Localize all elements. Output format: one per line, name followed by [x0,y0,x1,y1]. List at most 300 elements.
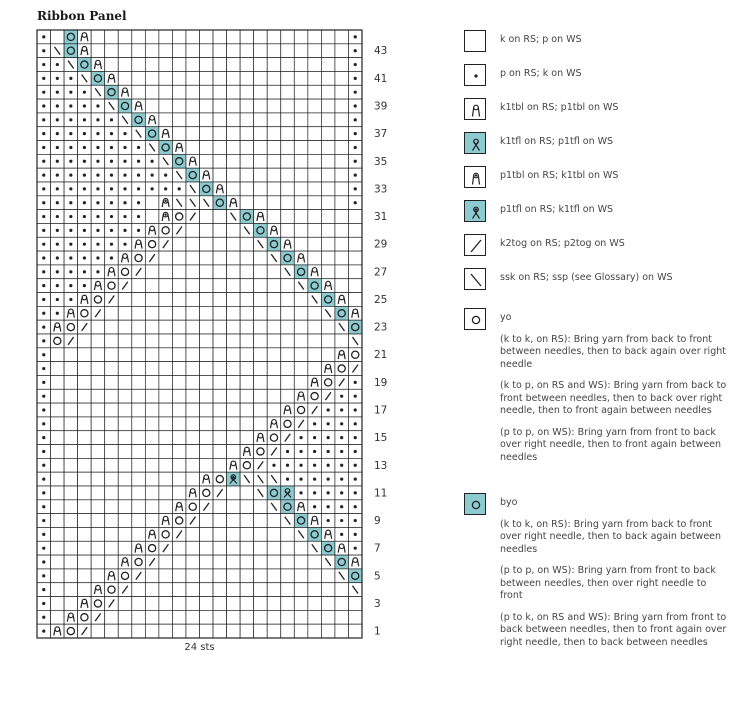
stitch-count-label: 24 sts [184,642,215,653]
chart-cell [321,279,335,293]
chart-cell [254,127,268,141]
chart-cell [145,154,159,168]
chart-cell [51,113,65,127]
chart-cell [294,237,308,251]
chart-cell [213,71,227,85]
chart-cell [186,182,200,196]
chart-cell [172,251,186,265]
chart-cell [213,500,227,514]
chart-cell [227,223,241,237]
chart-cell [281,320,295,334]
chart-cell [348,223,362,237]
chart-cell [64,610,78,624]
chart-cell [321,597,335,611]
chart-cell [159,527,173,541]
chart-cell [200,431,214,445]
chart-cell [186,431,200,445]
chart-cell [64,237,78,251]
k1tfl-icon [464,132,486,154]
chart-cell [335,223,349,237]
chart-cell [132,500,146,514]
chart-cell [37,375,51,389]
chart-cell [172,154,186,168]
chart-cell [335,486,349,500]
chart-cell [118,30,132,44]
chart-cell [186,223,200,237]
chart-cell [145,237,159,251]
chart-cell [172,279,186,293]
chart-cell [145,417,159,431]
chart-cell [145,127,159,141]
chart-cell [213,182,227,196]
chart-cell [213,58,227,72]
chart-cell [186,555,200,569]
chart-cell [240,237,254,251]
chart-cell [213,168,227,182]
chart-cell [132,348,146,362]
row-number-label: 33 [374,183,388,196]
chart-cell [321,417,335,431]
chart-cell [281,389,295,403]
chart-cell [321,58,335,72]
chart-cell [240,583,254,597]
chart-cell [64,113,78,127]
chart-cell [159,182,173,196]
chart-cell [254,141,268,155]
chart-cell [240,500,254,514]
chart-cell [254,71,268,85]
chart-cell [335,85,349,99]
chart-cell [145,320,159,334]
chart-cell [335,527,349,541]
chart-cell [64,30,78,44]
chart-cell [172,514,186,528]
chart-cell [159,223,173,237]
chart-cell [281,196,295,210]
chart-cell [145,541,159,555]
chart-cell [308,44,322,58]
chart-cell [118,154,132,168]
chart-cell [348,486,362,500]
chart-cell [145,58,159,72]
chart-cell [51,624,65,638]
chart-cell [186,168,200,182]
chart-cell [348,58,362,72]
chart-cell [159,624,173,638]
chart-cell [37,168,51,182]
chart-cell [145,431,159,445]
chart-cell [91,71,105,85]
chart-cell [159,597,173,611]
chart-cell [200,58,214,72]
chart-cell [335,389,349,403]
chart-cell [105,569,119,583]
chart-cell [335,237,349,251]
chart-cell [105,279,119,293]
chart-cell [132,99,146,113]
chart-cell [321,431,335,445]
chart-cell [254,527,268,541]
chart-cell [200,293,214,307]
chart-cell [308,99,322,113]
chart-cell [64,389,78,403]
chart-cell [91,30,105,44]
chart-cell [132,279,146,293]
chart-cell [308,251,322,265]
chart-cell [118,417,132,431]
chart-cell [159,30,173,44]
byo-icon [464,493,486,515]
chart-cell [118,472,132,486]
chart-cell [281,141,295,155]
chart-cell [51,279,65,293]
chart-cell [227,44,241,58]
chart-cell [308,486,322,500]
chart-cell [64,58,78,72]
chart-cell [254,597,268,611]
chart-cell [227,458,241,472]
chart-cell [227,624,241,638]
chart-cell [186,472,200,486]
chart-cell [37,71,51,85]
chart-cell [132,71,146,85]
legend-label: yo [500,312,512,323]
chart-cell [321,362,335,376]
chart-cell [172,71,186,85]
chart-cell [321,251,335,265]
chart-cell [64,251,78,265]
chart-cell [132,389,146,403]
row-number-label: 15 [374,432,388,445]
chart-cell [213,583,227,597]
chart-cell [64,210,78,224]
chart-cell [294,168,308,182]
chart-cell [294,182,308,196]
chart-cell [294,624,308,638]
chart-cell [118,431,132,445]
chart-cell [105,320,119,334]
chart-cell [335,514,349,528]
chart-cell [213,514,227,528]
chart-cell [335,141,349,155]
chart-cell [37,279,51,293]
chart-cell [172,348,186,362]
chart-cell [51,223,65,237]
chart-cell [91,541,105,555]
chart-cell [105,417,119,431]
chart-cell [321,99,335,113]
chart-cell [267,320,281,334]
chart-cell [240,527,254,541]
chart-cell [321,514,335,528]
chart-cell [294,500,308,514]
chart-cell [64,127,78,141]
chart-cell [200,99,214,113]
k2tog-icon [464,234,486,256]
chart-cell [78,113,92,127]
chart-cell [281,30,295,44]
chart-cell [348,279,362,293]
chart-cell [213,293,227,307]
chart-cell [105,182,119,196]
chart-cell [335,569,349,583]
knit-icon [464,30,486,52]
chart-cell [348,154,362,168]
chart-cell [159,500,173,514]
chart-cell [172,597,186,611]
chart-cell [213,30,227,44]
chart-cell [37,154,51,168]
chart-cell [145,555,159,569]
chart-cell [159,389,173,403]
chart-cell [118,71,132,85]
chart-cell [281,555,295,569]
chart-cell [294,541,308,555]
chart-cell [213,555,227,569]
chart-cell [64,320,78,334]
chart-cell [105,583,119,597]
chart-cell [145,279,159,293]
chart-cell [227,58,241,72]
chart-cell [335,431,349,445]
chart-cell [51,210,65,224]
chart-cell [105,223,119,237]
chart-cell [348,514,362,528]
chart-cell [51,127,65,141]
chart-cell [172,58,186,72]
chart-cell [159,265,173,279]
chart-cell [186,375,200,389]
chart-cell [91,293,105,307]
chart-cell [64,583,78,597]
chart-cell [51,445,65,459]
chart-cell [118,362,132,376]
chart-cell [51,500,65,514]
chart-cell [321,182,335,196]
chart-cell [78,237,92,251]
chart-cell [91,196,105,210]
chart-cell [78,375,92,389]
chart-cell [200,362,214,376]
chart-cell [159,514,173,528]
chart-cell [132,597,146,611]
chart-cell [159,279,173,293]
chart-cell [118,610,132,624]
legend-label: k1tbl on RS; p1tbl on WS [500,102,619,113]
chart-cell [91,362,105,376]
chart-cell [132,334,146,348]
chart-cell [78,223,92,237]
row-number-label: 7 [374,542,381,555]
chart-cell [321,223,335,237]
chart-cell [51,44,65,58]
chart-cell [254,265,268,279]
chart-cell [64,265,78,279]
chart-cell [159,306,173,320]
chart-cell [132,569,146,583]
chart-cell [321,113,335,127]
chart-cell [51,472,65,486]
chart-cell [118,583,132,597]
chart-cell [267,306,281,320]
chart-cell [294,403,308,417]
chart-cell [172,541,186,555]
chart-cell [240,210,254,224]
chart-cell [105,113,119,127]
chart-cell [335,610,349,624]
chart-cell [294,85,308,99]
chart-cell [227,334,241,348]
chart-cell [172,182,186,196]
chart-cell [335,293,349,307]
chart-cell [172,362,186,376]
chart-cell [267,458,281,472]
chart-cell [335,127,349,141]
chart-cell [294,389,308,403]
chart-cell [159,458,173,472]
chart-cell [186,58,200,72]
chart-cell [78,362,92,376]
row-number-label: 35 [374,155,388,168]
legend-description: (p to k, on RS and WS): Bring yarn from front to back between needles, then to front again over right needle, then to back between needles [500,611,727,648]
chart-cell [132,265,146,279]
chart-cell [348,445,362,459]
chart-cell [37,210,51,224]
chart-cell [267,251,281,265]
row-number-label: 41 [374,72,388,85]
chart-cell [200,348,214,362]
chart-cell [308,30,322,44]
chart-cell [159,44,173,58]
chart-cell [254,85,268,99]
chart-cell [64,500,78,514]
chart-cell [64,375,78,389]
chart-cell [267,71,281,85]
chart-cell [172,293,186,307]
chart-cell [186,334,200,348]
chart-cell [64,472,78,486]
legend-label: ssk on RS; ssp (see Glossary) on WS [500,272,673,283]
chart-cell [200,196,214,210]
chart-cell [64,624,78,638]
chart-cell [213,472,227,486]
chart-cell [64,555,78,569]
chart-cell [132,223,146,237]
chart-cell [51,293,65,307]
chart-cell [294,348,308,362]
chart-cell [91,389,105,403]
chart-cell [281,71,295,85]
chart-cell [91,610,105,624]
chart-cell [294,293,308,307]
chart-cell [294,99,308,113]
chart-cell [200,168,214,182]
chart-cell [321,610,335,624]
chart-cell [308,527,322,541]
chart-cell [132,182,146,196]
chart-cell [267,555,281,569]
chart-cell [91,251,105,265]
chart-cell [348,348,362,362]
chart-cell [145,99,159,113]
chart-cell [267,237,281,251]
chart-cell [213,210,227,224]
chart-cell [213,445,227,459]
chart-cell [159,472,173,486]
chart-cell [308,362,322,376]
chart-cell [51,99,65,113]
chart-cell [105,168,119,182]
chart-cell [37,417,51,431]
chart-cell [37,223,51,237]
chart-cell [132,58,146,72]
chart-cell [213,431,227,445]
chart-cell [145,500,159,514]
chart-cell [145,196,159,210]
chart-cell [145,403,159,417]
chart-cell [213,279,227,293]
chart-cell [51,306,65,320]
chart-cell [321,265,335,279]
chart-cell [294,58,308,72]
chart-cell [145,85,159,99]
chart-cell [348,168,362,182]
chart-cell [281,168,295,182]
chart-cell [348,527,362,541]
chart-cell [308,597,322,611]
chart-cell [91,237,105,251]
chart-cell [172,141,186,155]
chart-cell [118,113,132,127]
chart-cell [227,389,241,403]
chart-cell [335,362,349,376]
chart-cell [64,458,78,472]
chart-cell [172,500,186,514]
chart-cell [227,569,241,583]
chart-cell [254,223,268,237]
chart-cell [37,527,51,541]
legend-description: (k to p, on RS and WS): Bring yarn from back to front between needles, then to back over right needle, then to front again between needles [500,380,727,416]
chart-cell [335,583,349,597]
chart-cell [213,196,227,210]
chart-cell [227,403,241,417]
chart-cell [294,417,308,431]
chart-cell [78,265,92,279]
chart-cell [172,583,186,597]
chart-cell [172,306,186,320]
chart-cell [321,583,335,597]
chart-cell [200,541,214,555]
chart-cell [200,30,214,44]
chart-cell [254,431,268,445]
chart-cell [51,583,65,597]
chart-cell [37,58,51,72]
chart-cell [91,417,105,431]
chart-cell [200,417,214,431]
chart-cell [227,196,241,210]
chart-cell [78,597,92,611]
chart-cell [335,210,349,224]
chart-cell [294,362,308,376]
chart-cell [186,44,200,58]
chart-cell [308,624,322,638]
chart-cell [240,403,254,417]
chart-cell [240,417,254,431]
chart-cell [348,306,362,320]
chart-cell [240,348,254,362]
chart-cell [145,182,159,196]
chart-cell [294,610,308,624]
